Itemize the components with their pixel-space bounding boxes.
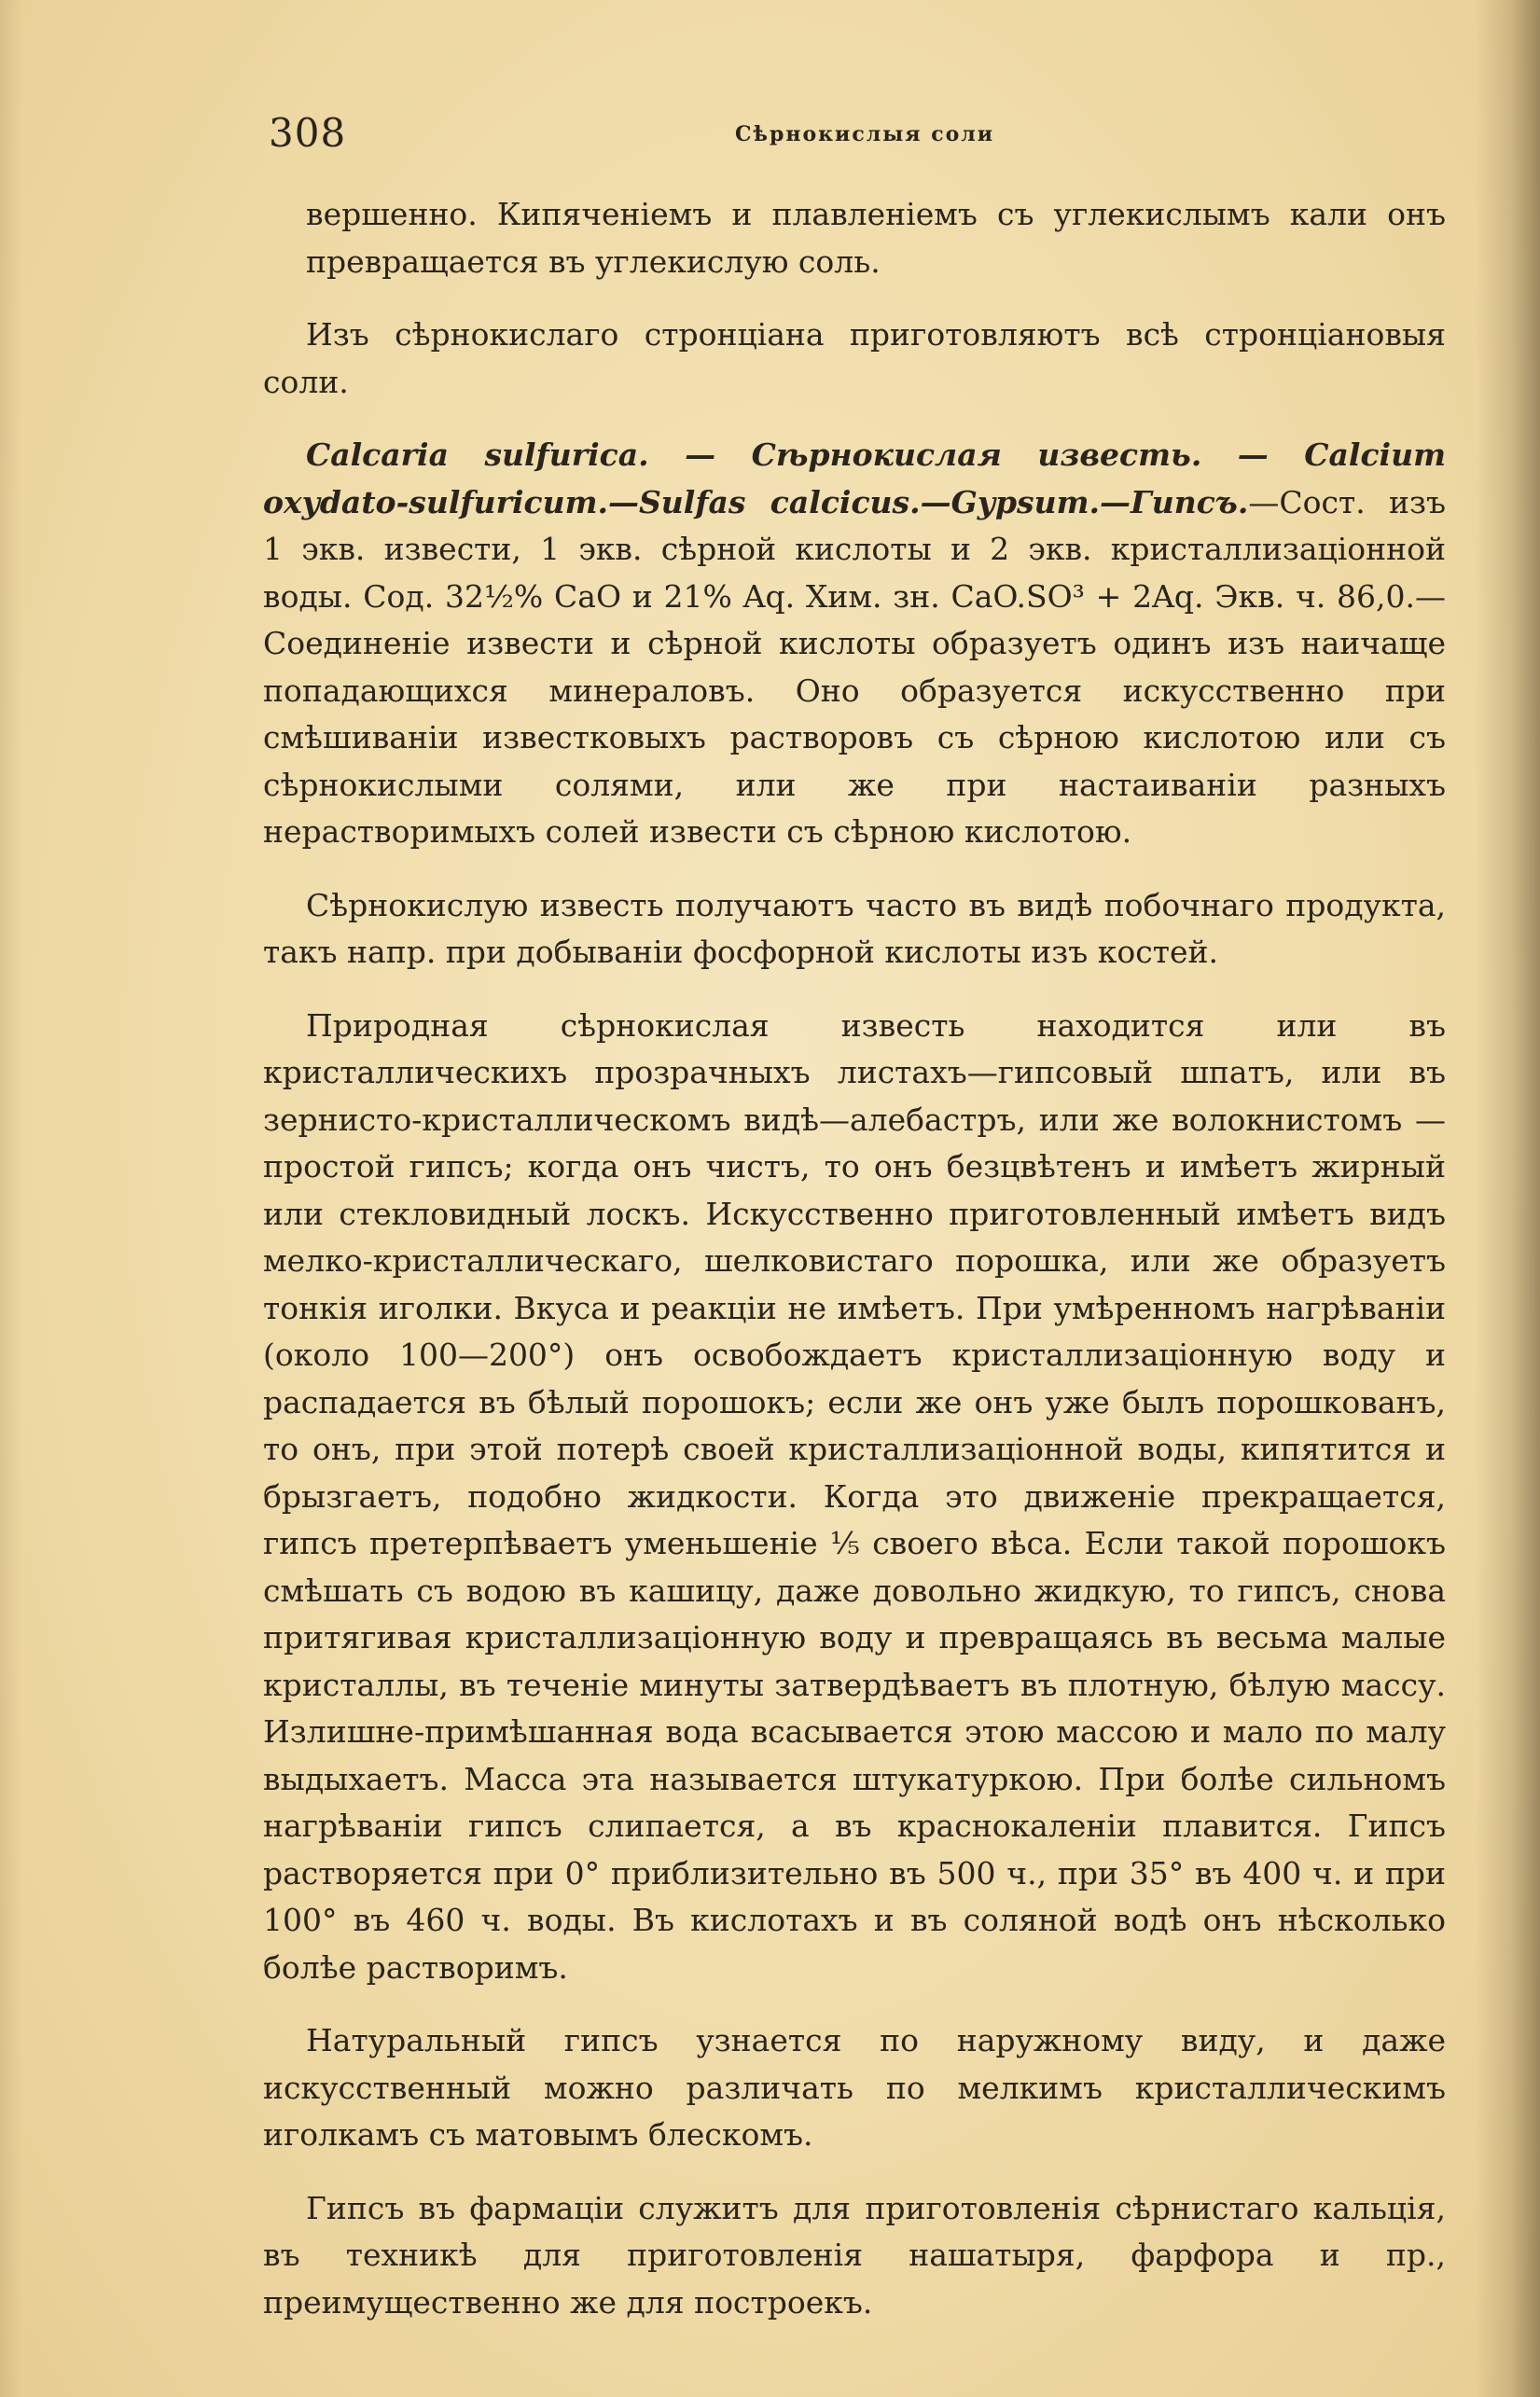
paragraph-text: Гипсъ въ фармаціи служитъ для приготовленія сѣрнистаго кальція, въ техникѣ для приготовленія нашатыря, фарфора и пр., преимущественно же для построекъ.: [263, 2189, 1446, 2321]
paragraph-text: вершенно. Кипяченіемъ и плавленіемъ съ углекислымъ кали онъ превращается въ углекислую соль.: [306, 196, 1446, 280]
paragraph: [263, 2185, 1446, 2327]
paragraph-continuation: [263, 191, 1446, 285]
page-header: [269, 110, 1444, 166]
paragraph-text: Природная сѣрнокислая известь находится или въ кристаллическихъ прозрачныхъ листахъ—гипсовый шпатъ, или въ зернисто-кристаллическомъ видѣ—алебастръ, или же волокнистомъ — простой гипсъ; когда онъ чистъ, то онъ безцвѣтенъ и имѣетъ жирный или стекловидный лоскъ. Искусственно приготовленный имѣетъ видъ мелко-кристаллическаго, шелковистаго порошка, или же образуетъ тонкія иголки. Вкуса и реакціи не имѣетъ. При умѣренномъ нагрѣваніи (около 100—200°) онъ освобождаетъ кристаллизаціонную воду и распадается въ бѣлый порошокъ; если же онъ уже былъ порошкованъ, то онъ, при этой потерѣ своей кристаллизаціонной воды, кипятится и брызгаетъ, подобно жидкости. Когда это движеніе прекращается, гипсъ претерпѣваетъ уменьшеніе ⅕ своего вѣса. Если такой порошокъ смѣшать съ водою въ кашицу, даже довольно жидкую, то гипсъ, снова притягивая кристаллизаціонную воду и превращаясь въ весьма малые кристаллы, въ теченіе минуты затвердѣваетъ въ плотную, бѣлую массу. Излишне-примѣшанная вода всасывается этою массою и мало по малу выдыхаетъ. Масса эта называется штукатуркою. При болѣе сильномъ нагрѣваніи гипсъ слипается, а въ краснокаленіи плавится. Гипсъ растворяется при 0° приблизительно въ 500 ч., при 35° въ 400 ч. и при 100° въ 460 ч. воды. Въ кислотахъ и въ соляной водѣ онъ нѣсколько болѣе растворимъ.: [263, 1006, 1446, 1986]
paragraph: [263, 1003, 1446, 1992]
entry-heading: Calcaria sulfurica. — Сѣрнокислая известь. — Calcium oxydato-sulfuricum.—Sulfas calcicus.—Gypsum.—Гипсъ.: [263, 436, 1446, 520]
paragraph-text: —Сост. изъ 1 экв. извести, 1 экв. сѣрной кислоты и 2 экв. кристаллизаціонной воды. Сод. 32½% CaO и 21% Aq. Хим. зн. CaO.SO³ + 2Aq. Экв. ч. 86,0.— Соединеніе извести и сѣрной кислоты образуетъ одинъ изъ наичаще попадающихся минераловъ. Оно образуется искусственно при смѣшиваніи известковыхъ растворовъ съ сѣрною кислотою или съ сѣрнокислыми солями, или же при настаиваніи разныхъ нерастворимыхъ солей извести съ сѣрною кислотою.: [263, 483, 1447, 850]
page-number: 308: [269, 110, 347, 156]
paragraph: [263, 882, 1446, 977]
page-body: [263, 191, 1446, 2352]
paragraph: [263, 2017, 1446, 2159]
paragraph: [263, 312, 1446, 406]
spine-shadow: [1475, 0, 1540, 2397]
running-head: Сѣрнокислыя соли: [735, 122, 995, 146]
paragraph-text: Изъ сѣрнокислаго стронціана приготовляютъ всѣ стронціановыя соли.: [263, 316, 1446, 400]
paragraph-calcaria-sulfurica: [263, 432, 1446, 856]
paragraph-text: Сѣрнокислую известь получаютъ часто въ видѣ побочнаго продукта, такъ напр. при добываніи фосфорной кислоты изъ костей.: [263, 886, 1446, 970]
page-left-edge: [0, 0, 22, 2397]
paragraph-text: Натуральный гипсъ узнается по наружному виду, и даже искусственный можно различать по мелкимъ кристаллическимъ иголкамъ съ матовымъ блескомъ.: [263, 2022, 1446, 2153]
